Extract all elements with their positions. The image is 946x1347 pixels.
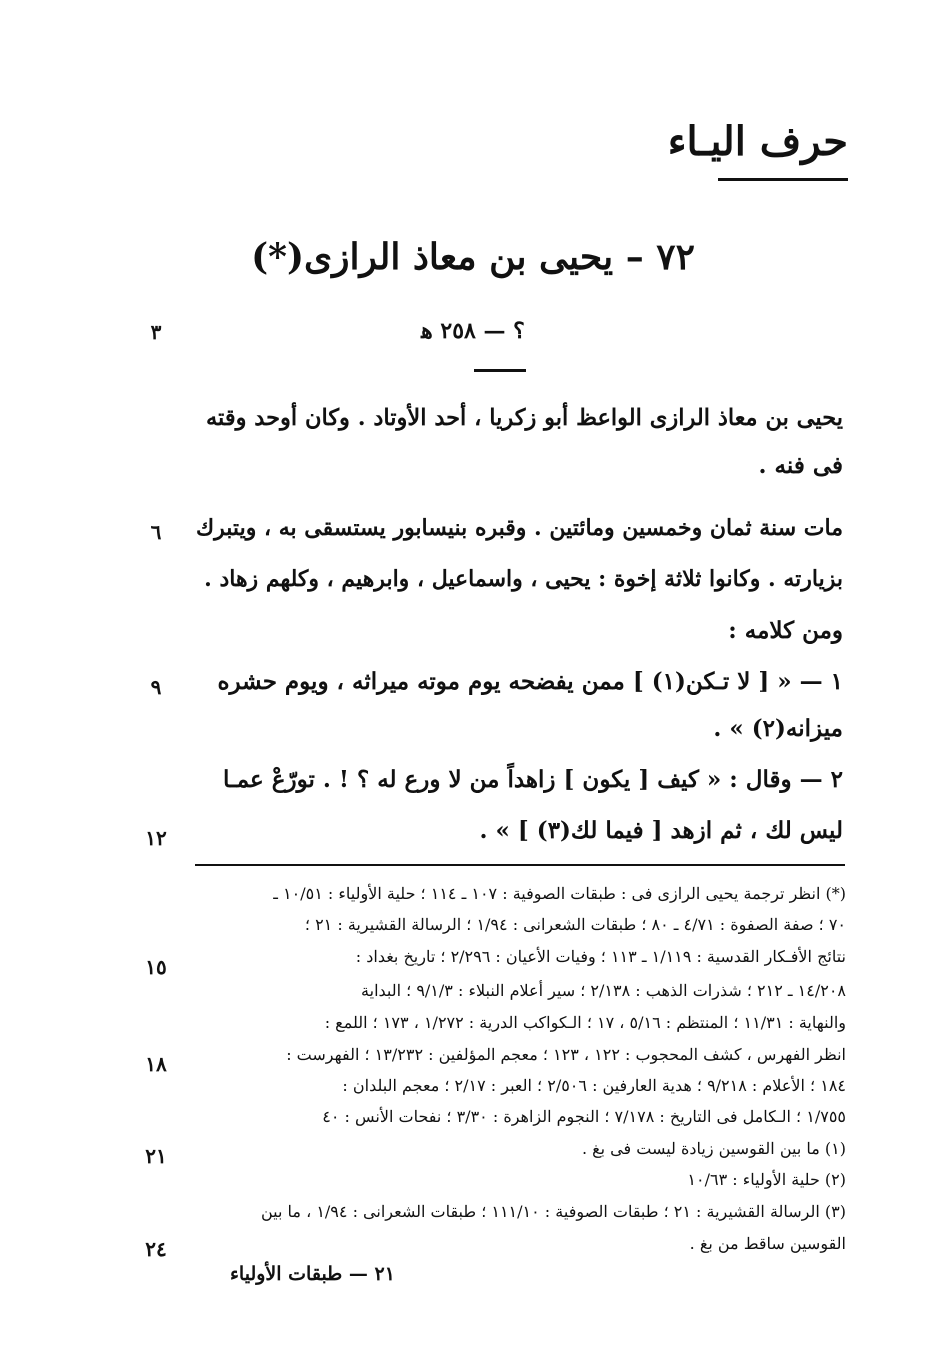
footnote-line: (٢) حلية الأولياء : ١٠/٦٣ [687, 1170, 846, 1189]
footnote-line: (٣) الرسالة القشيرية : ٢١ ؛ طبقات الصوفية : ١١١/١٠ ؛ طبقات الشعرانى : ١/٩٤ ، ما بين [260, 1202, 846, 1221]
body-line: ليس لك ، ثم ازهد [ فيما لك(٣) ] » . [479, 817, 843, 844]
line-number: ٢٤ [145, 1237, 167, 1261]
entry-dates: ؟ — ٢٥٨ ﻫ [421, 318, 525, 344]
footnote-separator [195, 864, 845, 866]
footnote-line: ٧٠ ؛ صفة الصفوة : ٤/٧١ ـ ٨٠ ؛ طبقات الشعرانى : ١/٩٤ ؛ الرسالة القشيرية : ٢١ ؛ [304, 915, 846, 934]
page-signature: ٢١ — طبقات الأولياء [230, 1263, 395, 1285]
body-line: مات سنة ثمان وخمسين ومائتين . وقبره بنيسابور يستسقى به ، ويتبرك [196, 515, 843, 541]
body-line: ومن كلامه : [728, 617, 843, 644]
footnote-line: نتائج الأفـكار القدسية : ١/١١٩ ـ ١١٣ ؛ وفيات الأعيان : ٢/٢٩٦ ؛ تاريخ بغداد : [355, 947, 846, 966]
footnote-line: (١) ما بين القوسين زيادة ليست فى بغ . [581, 1139, 846, 1158]
body-line: ١ — « [ لا تـكن(١) ] ممن يفضحه يوم موته ميراثه ، ويوم حشره [217, 668, 843, 695]
body-line: فى فنه . [758, 452, 843, 479]
chapter-title: حرف اليـاء [667, 118, 848, 165]
line-number: ١٢ [145, 826, 167, 850]
entry-title: ٧٢ – يحيى بن معاذ الرازى(*) [251, 236, 695, 278]
footnote-line: ١٨٤ ؛ الأعلام : ٩/٢١٨ ؛ هدية العارفين : ٢/٥٠٦ ؛ العبر : ٢/١٧ ؛ معجم البلدان : [342, 1076, 846, 1095]
body-line: ميزانه(٢) » . [713, 715, 843, 742]
line-number: ١٥ [145, 955, 167, 979]
line-number: ٩ [150, 675, 162, 699]
body-line: يحيى بن معاذ الرازى الواعظ أبو زكريا ، أحد الأوتاد . وكان أوحد وقته [205, 405, 843, 431]
line-number: ١٨ [145, 1052, 167, 1076]
footnote-line: والنهاية : ١١/٣١ ؛ المنتظم : ٥/١٦ ، ١٧ ؛ الـكواكب الدرية : ١/٢٧٢ ، ١٧٣ ؛ اللمع : [324, 1013, 846, 1032]
section-divider [474, 369, 526, 372]
chapter-title-underline [718, 178, 848, 181]
body-line: ٢ — وقال : « كيف [ يكون ] زاهداً من لا ورع له ؟ ! . تورّعْ عمـا [222, 766, 843, 793]
footnote-line: انظر الفهرس ، كشف المحجوب : ١٢٢ ، ١٢٣ ؛ معجم المؤلفين : ١٣/٢٣٢ ؛ الفهرست : [286, 1045, 846, 1064]
line-number: ٢١ [145, 1144, 167, 1168]
footnote-line: ١٤/٢٠٨ ـ ٢١٢ ؛ شذرات الذهب : ٢/١٣٨ ؛ سير أعلام النبلاء : ٩/١/٣ ؛ البداية [361, 981, 846, 1000]
footnote-line: (*) انظر ترجمة يحيى الرازى فى : طبقات الصوفية : ١٠٧ ـ ١١٤ ؛ حلية الأولياء : ١٠/٥١ ـ [273, 884, 846, 903]
footnote-line: القوسين ساقط من بغ . [689, 1234, 846, 1253]
line-number: ٦ [150, 520, 162, 544]
line-number: ٣ [150, 320, 162, 344]
body-line: بزيارته . وكانوا ثلاثة إخوة : يحيى ، واسماعيل ، وابرهيم ، وكلهم زهاد . [204, 566, 843, 592]
footnote-line: ١/٧٥٥ ؛ الـكامل فى التاريخ : ٧/١٧٨ ؛ النجوم الزاهرة : ٣/٣٠ ؛ نفحات الأنس : ٤٠ [322, 1107, 846, 1126]
